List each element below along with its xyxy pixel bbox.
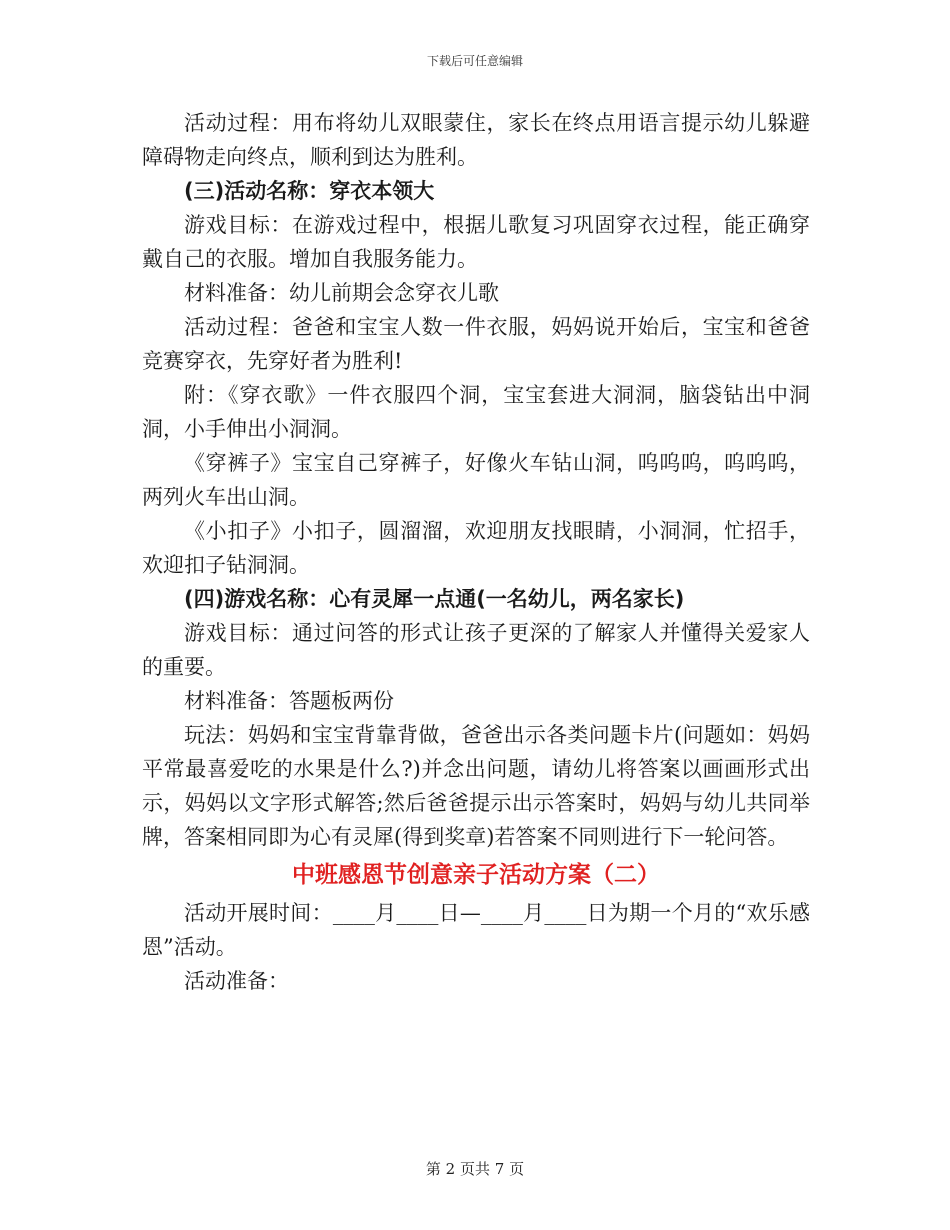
paragraph: 活动准备： <box>184 969 289 993</box>
page-footer: 第 2 页共 7 页 <box>425 1160 525 1178</box>
section-heading: (三)活动名称：穿衣本领大 <box>184 179 435 203</box>
document-body <box>142 106 810 998</box>
paragraph: 《小扣子》小扣子，圆溜溜，欢迎朋友找眼睛，小洞洞，忙招手，欢迎扣子钻洞洞。 <box>142 519 810 577</box>
paragraph: 游戏目标：在游戏过程中，根据儿歌复习巩固穿衣过程，能正确穿戴自己的衣服。增加自我服务能力。 <box>142 213 810 271</box>
paragraph: 活动过程：爸爸和宝宝人数一件衣服，妈妈说开始后，宝宝和爸爸竞赛穿衣，先穿好者为胜利! <box>142 315 810 373</box>
paragraph: 活动过程：用布将幼儿双眼蒙住，家长在终点用语言提示幼儿躲避障碍物走向终点，顺利到达为胜利。 <box>142 111 810 169</box>
paragraph: 玩法：妈妈和宝宝背靠背做，爸爸出示各类问题卡片(问题如：妈妈平常最喜爱吃的水果是什么?)并念出问题，请幼儿将答案以画画形式出示，妈妈以文字形式解答;然后爸爸提示出示答案时，妈妈与幼儿共同举牌，答案相同即为心有灵犀(得到奖章)若答案不同则进行下一轮问答。 <box>142 723 810 849</box>
paragraph: 材料准备：答题板两份 <box>184 689 394 713</box>
document-title: 中班感恩节创意亲子活动方案（二） <box>292 862 660 888</box>
page-header: 下载后可任意编辑 <box>426 54 523 68</box>
paragraph: 《穿裤子》宝宝自己穿裤子，好像火车钻山洞，呜呜呜，呜呜呜，两列火车出山洞。 <box>142 451 810 509</box>
paragraph: 游戏目标：通过问答的形式让孩子更深的了解家人并懂得关爱家人的重要。 <box>142 621 810 679</box>
paragraph: 材料准备：幼儿前期会念穿衣儿歌 <box>184 281 499 305</box>
section-heading: (四)游戏名称：心有灵犀一点通(一名幼儿，两名家长) <box>184 587 685 611</box>
paragraph: 活动开展时间：____月____日—____月____日为期一个月的“欢乐感恩”活动。 <box>142 901 810 959</box>
paragraph: 附：《穿衣歌》一件衣服四个洞，宝宝套进大洞洞，脑袋钻出中洞洞，小手伸出小洞洞。 <box>142 383 810 441</box>
